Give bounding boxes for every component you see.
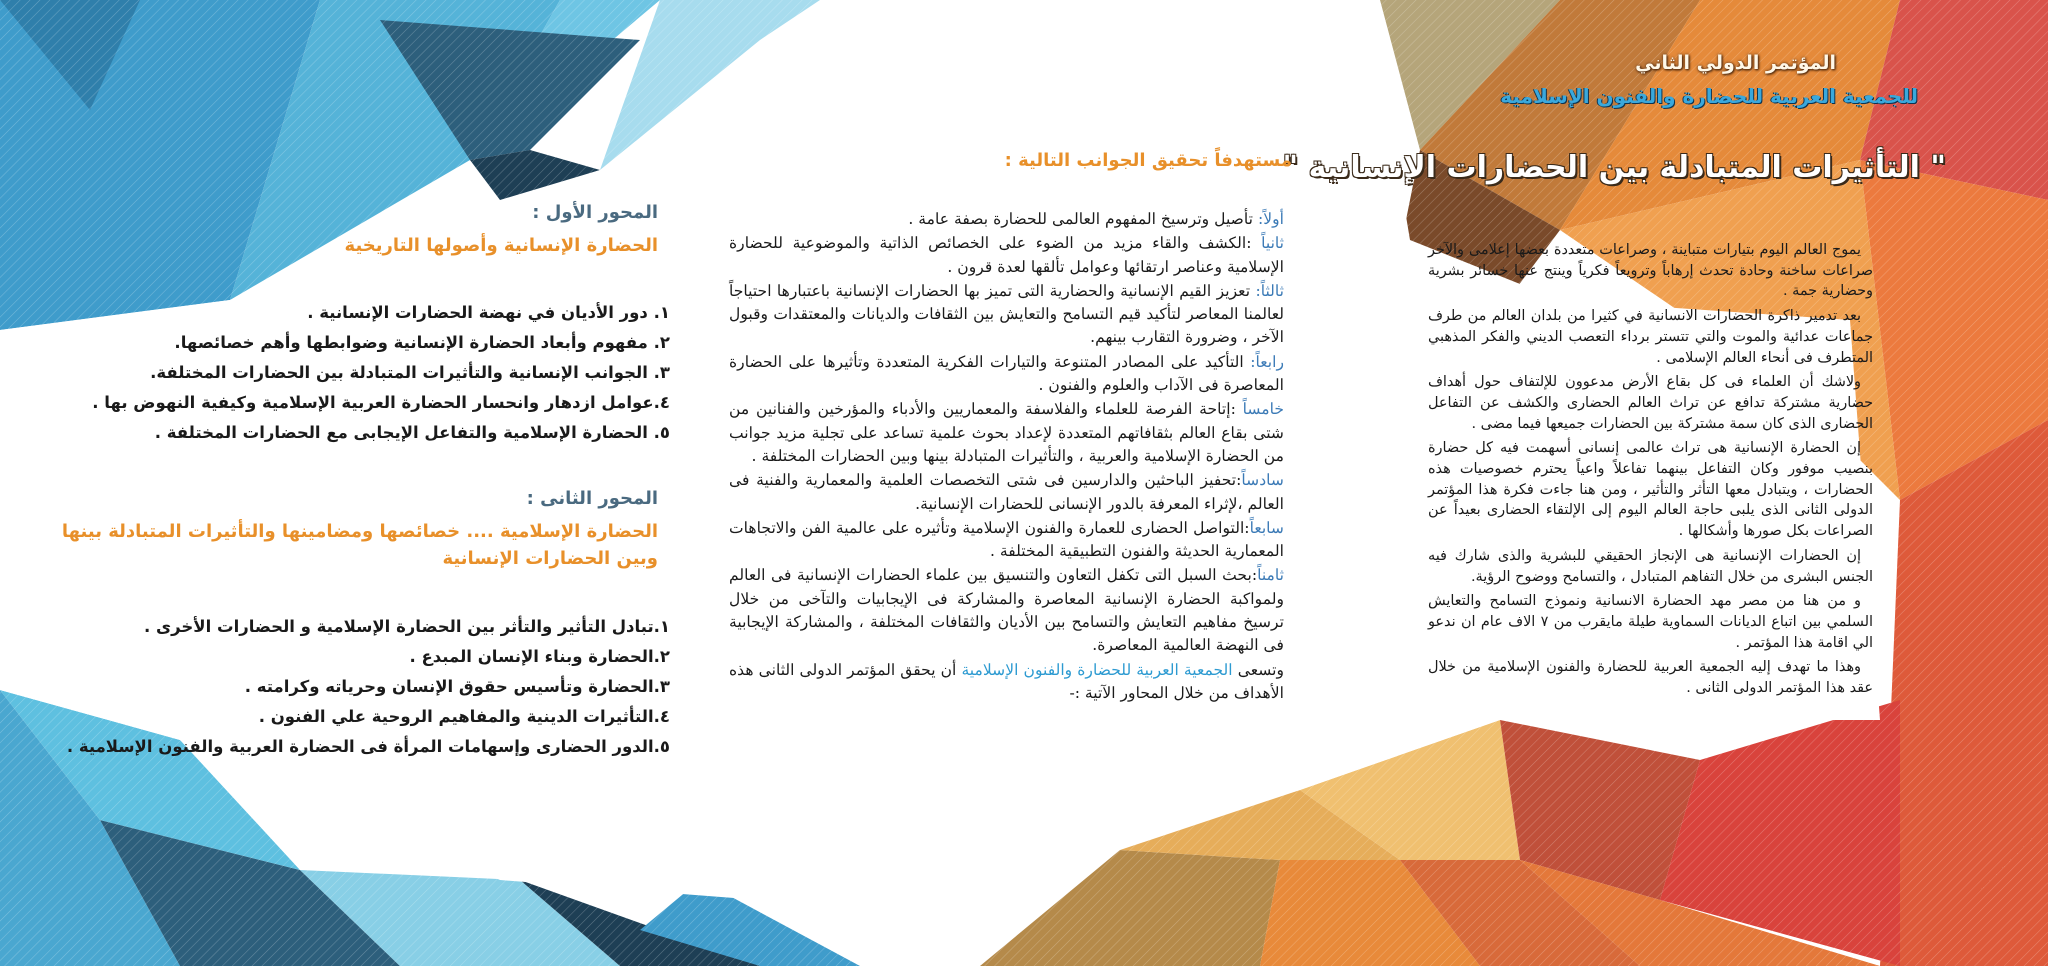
intro-paragraph: إن الحضارة الإنسانية هى تراث عالمى إنسانى أسهمت فيه كل حضارة بنصيب موفور وكان التفاعل بينهما تفاعلاً واعياً يحترم خصوصيات هذه الحضارات ، ويتبادل معها التأثر والتأثير ، ومن هنا جاءت فكرة هذا المؤتمر الدولى الثانى الذى يلبى حاجة العالم اليوم إلى الإلتقاء الحضارى بعيداً عن الصراعات بكل صورها وأشكالها . — [1428, 440, 1873, 540]
intro-paragraph: بعد تدمير ذاكرة الحضارات الانسانية في كثيرا من بلدان العالم من طرف جماعات عدائية والموت والتي تتستر برداء التعصب الديني والفكر المذهبي المتطرف فى أنحاء العالم الإسلامى . — [1428, 308, 1873, 366]
aim-label: أولاً: — [1257, 210, 1284, 228]
axis2-list — [67, 612, 670, 762]
aim-text: التأكيد على المصادر المتنوعة والتيارات الفكرية المتعددة وتأثيرها على الحضارة المعاصرة فى الآداب والعلوم والفنون . — [729, 352, 1284, 395]
aim-label: ثانياً — [1261, 234, 1284, 253]
aim-item — [729, 469, 1284, 516]
aim-item — [729, 351, 1284, 398]
organizer-name: للجمعية العربية للحضارة والفنون الإسلامية — [1500, 84, 1918, 108]
aims-closing — [729, 659, 1284, 706]
axis2-item: ١.تبادل التأثير والتأثر بين الحضارة الإسلامية و الحضارات الأخرى . — [144, 617, 670, 636]
aim-text: :بحث السبل التى تكفل التعاون والتنسيق بين علماء الحضارات الإنسانية فى العالم ولمواكبة الحضارة الإنسانية المعاصرة والمشاركة فى الإيجابيات والتآخى من خلال ترسيخ مفاهيم التعايش والتسامح بين الأديان والثقافات المختلفة ، والمشاركة الإيجابية فى النهضة العالمية المعاصرة. — [729, 566, 1284, 655]
axes-panel — [40, 0, 670, 966]
axis1-item: ٣. الجوانب الإنسانية والتأثيرات المتبادلة بين الحضارات المختلفة. — [150, 363, 670, 382]
axis2-title: المحور الثانى : — [526, 488, 658, 509]
aims-heading: مستهدفاً تحقيق الجوانب التالية : — [1004, 150, 1292, 171]
axis1-subtitle: الحضارة الإنسانية وأصولها التاريخية — [344, 235, 658, 256]
axis2-item: ٢.الحضارة وبناء الإنسان المبدع . — [409, 647, 670, 666]
intro-paragraph: إن الحضارات الإنسانية هى الإنجاز الحقيقي للبشرية والذى شارك فيه الجنس البشرى من خلال التفاهم المتبادل ، والتسامح ووضوح الرؤية. — [1428, 547, 1873, 585]
aim-item — [729, 398, 1284, 468]
axis1-item: ٥. الحضارة الإسلامية والتفاعل الإيجابى مع الحضارات المختلفة . — [154, 423, 670, 442]
intro-text — [1428, 240, 1873, 703]
aim-label: ثالثاً: — [1255, 281, 1284, 300]
aim-item — [729, 232, 1284, 279]
aim-text: :الكشف والقاء مزيد من الضوء على الخصائص الذاتية والموضوعية للحضارة الإسلامية وعناصر ارتقائها وعوامل تألقها لعدة قرون . — [729, 234, 1284, 276]
intro-paragraph: وهذا ما تهدف إليه الجمعية العربية للحضارة والفنون الإسلامية من خلال عقد هذا المؤتمر الدولى الثانى . — [1428, 659, 1873, 697]
axis2-item: ٣.الحضارة وتأسيس حقوق الإنسان وحرياته وكرامته . — [244, 677, 670, 696]
axis2-subtitle: الحضارة الإسلامية .... خصائصها ومضامينها والتأثيرات المتبادلة بينها وبين الحضارات الإنسانية — [61, 521, 658, 569]
aim-item — [729, 564, 1284, 657]
aims-panel — [712, 0, 1292, 966]
axis1-list — [92, 298, 670, 448]
aim-text: تعزيز القيم الإنسانية والحضارية التى تميز بها الحضارات الإنسانية باعتبارها احتياجاً لعالمنا المعاصر لتأكيد قيم التسامح والتعايش بين الثقافات والديانات والمعتقدات وقبول الآخر ، وضرورة التقارب بينهم. — [729, 281, 1284, 347]
aims-list — [729, 208, 1284, 706]
axis1-item: ٢. مفهوم وأبعاد الحضارة الإنسانية وضوابطها وأهم خصائصها. — [174, 333, 670, 352]
axis2-item: ٤.التأثيرات الدينية والمفاهيم الروحية علي الفنون . — [258, 707, 670, 726]
axis2-item: ٥.الدور الحضارى وإسهامات المرأة فى الحضارة العربية والفنون الإسلامية . — [66, 737, 670, 756]
closing-text: أن يحقق المؤتمر الدولى الثانى هذه الأهداف من خلال المحاور الآتية :- — [729, 660, 1284, 702]
aim-label: رابعاً: — [1250, 352, 1284, 371]
conference-title: " التأثيرات المتبادلة بين الحضارات الإنسانية " — [1282, 150, 1946, 185]
axis1-item: ٤.عوامل ازدهار وانحسار الحضارة العربية الإسلامية وكيفية النهوض بها . — [92, 393, 670, 412]
aim-text: :تحفيز الباحثين والدارسين فى شتى التخصصات العلمية والمعمارية والفنية فى العالم ،لإثراء المعرفة بالدور الإنسانى للحضارات الإنسانية. — [729, 471, 1284, 513]
intro-panel — [1282, 0, 2048, 966]
aim-label: سابعاً — [1249, 518, 1284, 537]
aim-text: :التواصل الحضارى للعمارة والفنون الإسلامية وتأثيره على عالمية الفن والاتجاهات المعمارية الحديثة والفنون التطبيقية المختلفة . — [729, 518, 1284, 561]
intro-paragraph: ولاشك أن العلماء فى كل بقاع الأرض مدعوون للإلتفاف حول أهداف حضارية مشتركة تدافع عن تراث العالم الحضارى والكشف عن التفاعل الحضارى الذى كان سمة مشتركة بين الحضارات جميعها فيما مضى . — [1428, 374, 1873, 432]
axis1-title: المحور الأول : — [532, 202, 658, 223]
aim-item — [729, 208, 1284, 231]
axis1-item: ١. دور الأديان في نهضة الحضارات الإنسانية . — [307, 303, 670, 322]
intro-paragraph: يموج العالم اليوم بتيارات متباينة ، وصراعات متعددة بعضها إعلامى والآخر صراعات ساخنة وحادة تحدث إرهاباً وترويعاً فكرياً وينتج عنها خسائر بشرية وحضارية جمة . — [1428, 242, 1873, 300]
aim-label: خامساً — [1242, 400, 1284, 419]
conference-edition: المؤتمر الدولي الثاني — [1635, 52, 1836, 74]
aim-text: تأصيل وترسيخ المفهوم العالمى للحضارة بصفة عامة . — [908, 210, 1258, 228]
aim-text: :إتاحة الفرصة للعلماء والفلاسفة والمعماريين والأدباء والمؤرخين والفنانين من شتى بقاع العالم بثقافاتهم المتعددة لإعداد بحوث علمية تساعد على تجلية مزيد جوانب من الحضارة الإسلامية والعربية ، والتأثيرات المتبادلة بينها وبين الحضارات المختلفة . — [729, 400, 1284, 465]
aim-item — [729, 280, 1284, 350]
aim-label: ثامناً — [1257, 566, 1284, 585]
intro-paragraph: و من هنا من مصر مهد الحضارة الانسانية ونموذج التسامح والتعايش السلمي بين اتباع الديانات السماوية طيلة مايقرب من ٧ الاف عام ان ندعو الي اقامة هذا المؤتمر . — [1428, 593, 1873, 651]
closing-organization: الجمعية العربية للحضارة والفنون الإسلامية — [961, 660, 1233, 679]
aim-item — [729, 517, 1284, 564]
aim-label: سادساً — [1241, 471, 1284, 490]
closing-text: وتسعى — [1232, 660, 1284, 679]
